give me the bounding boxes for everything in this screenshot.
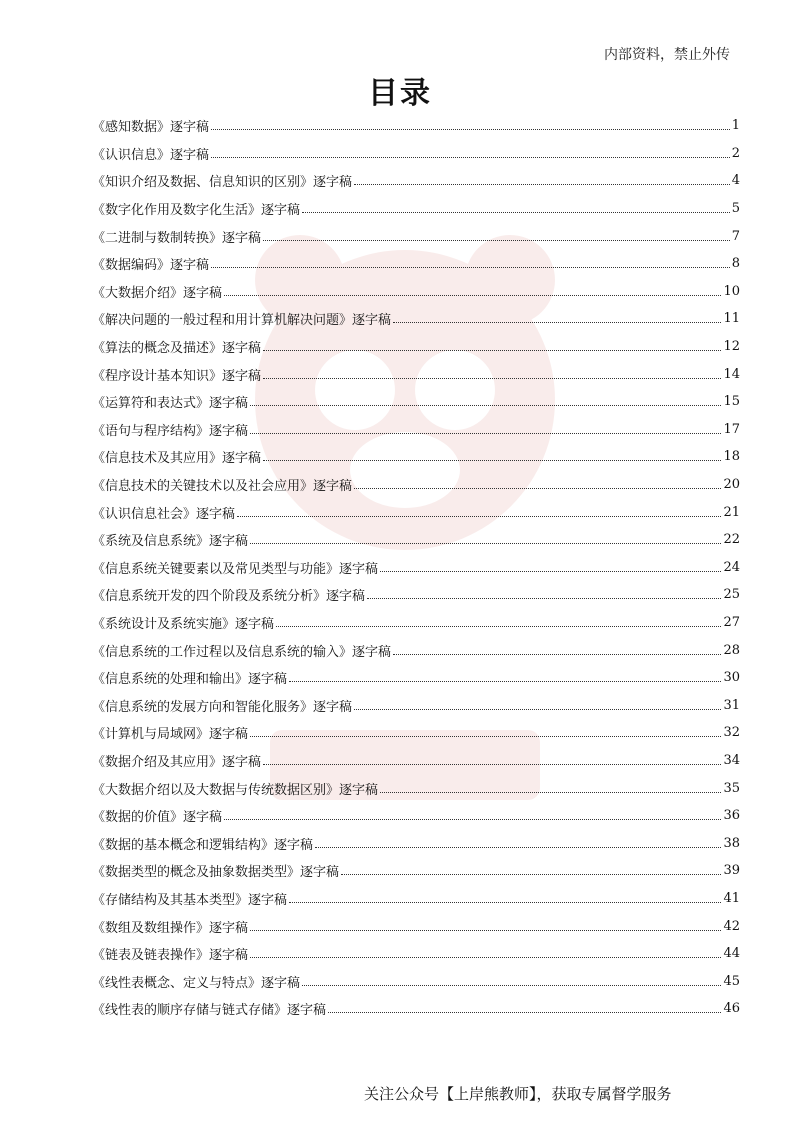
toc-entry[interactable]: [92, 912, 740, 940]
toc-entry-page: 11: [723, 311, 740, 327]
toc-leader-dots: [328, 1012, 721, 1013]
toc-entry-title: 《计算机与局域网》逐字稿: [92, 727, 249, 743]
toc-leader-dots: [367, 598, 721, 599]
toc-entry-page: 20: [723, 477, 740, 493]
toc-entry-title: 《线性表的顺序存储与链式存储》逐字稿: [92, 1003, 327, 1019]
toc-entry[interactable]: [92, 305, 740, 333]
toc-entry-page: 41: [723, 890, 740, 906]
toc-entry-page: 30: [723, 670, 740, 686]
toc-entry[interactable]: [92, 278, 740, 306]
toc-entry-page: 14: [723, 366, 740, 382]
toc-entry-page: 42: [723, 918, 740, 934]
toc-entry[interactable]: [92, 967, 740, 995]
toc-entry-page: 36: [723, 808, 740, 824]
toc-entry[interactable]: [92, 554, 740, 582]
toc-entry-page: 32: [723, 725, 740, 741]
toc-entry[interactable]: [92, 333, 740, 361]
toc-entry-title: 《存储结构及其基本类型》逐字稿: [92, 892, 288, 908]
toc-entry-page: 18: [723, 449, 740, 465]
toc-leader-dots: [276, 626, 721, 627]
toc-entry-page: 21: [723, 504, 740, 520]
toc-entry-title: 《知识介绍及数据、信息知识的区别》逐字稿: [92, 175, 353, 191]
toc-entry-title: 《认识信息社会》逐字稿: [92, 506, 236, 522]
toc-leader-dots: [302, 985, 721, 986]
toc-entry-page: 39: [723, 863, 740, 879]
toc-leader-dots: [302, 212, 730, 213]
toc-leader-dots: [211, 267, 730, 268]
toc-entry-title: 《线性表概念、定义与特点》逐字稿: [92, 975, 301, 991]
toc-entry[interactable]: [92, 443, 740, 471]
toc-entry-title: 《信息系统的处理和输出》逐字稿: [92, 672, 288, 688]
toc-entry-title: 《感知数据》逐字稿: [92, 120, 210, 136]
toc-leader-dots: [263, 764, 721, 765]
toc-entry[interactable]: [92, 360, 740, 388]
toc-entry-title: 《系统及信息系统》逐字稿: [92, 534, 249, 550]
toc-leader-dots: [263, 460, 721, 461]
toc-entry-title: 《程序设计基本知识》逐字稿: [92, 368, 262, 384]
toc-leader-dots: [211, 157, 730, 158]
toc-entry[interactable]: [92, 388, 740, 416]
toc-leader-dots: [224, 819, 721, 820]
toc-entry[interactable]: [92, 416, 740, 444]
toc-entry[interactable]: [92, 222, 740, 250]
toc-entry-title: 《信息系统的工作过程以及信息系统的输入》逐字稿: [92, 644, 392, 660]
toc-entry-page: 45: [723, 973, 740, 989]
toc-leader-dots: [315, 847, 721, 848]
footer-promo-note: 关注公众号【上岸熊教师】，获取专属督学服务: [364, 1085, 672, 1103]
toc-entry[interactable]: [92, 609, 740, 637]
toc-entry[interactable]: [92, 719, 740, 747]
toc-entry[interactable]: [92, 112, 740, 140]
toc-leader-dots: [289, 902, 721, 903]
toc-entry[interactable]: [92, 471, 740, 499]
toc-entry-title: 《二进制与数制转换》逐字稿: [92, 230, 262, 246]
toc-entry-page: 34: [723, 752, 740, 768]
toc-leader-dots: [211, 129, 730, 130]
toc-leader-dots: [263, 378, 721, 379]
toc-entry-page: 17: [723, 421, 740, 437]
toc-entry-page: 35: [723, 780, 740, 796]
toc-entry[interactable]: [92, 498, 740, 526]
toc-leader-dots: [354, 488, 721, 489]
toc-entry[interactable]: [92, 885, 740, 913]
toc-entry-title: 《认识信息》逐字稿: [92, 147, 210, 163]
toc-leader-dots: [354, 184, 730, 185]
toc-entry-page: 12: [723, 339, 740, 355]
confidential-note: 内部资料，禁止外传: [604, 47, 730, 63]
toc-entry[interactable]: [92, 664, 740, 692]
toc-leader-dots: [263, 240, 730, 241]
toc-entry-title: 《链表及链表操作》逐字稿: [92, 948, 249, 964]
toc-leader-dots: [393, 322, 721, 323]
toc-entry-title: 《系统设计及系统实施》逐字稿: [92, 616, 275, 632]
toc-entry[interactable]: [92, 691, 740, 719]
toc-leader-dots: [250, 543, 721, 544]
toc-entry-page: 5: [731, 201, 740, 217]
toc-leader-dots: [393, 654, 721, 655]
toc-entry-page: 15: [723, 394, 740, 410]
toc-entry-page: 28: [723, 642, 740, 658]
toc-entry-page: 25: [723, 587, 740, 603]
toc-entry[interactable]: [92, 140, 740, 168]
toc-leader-dots: [380, 792, 721, 793]
toc-leader-dots: [341, 874, 721, 875]
toc-entry-page: 10: [723, 283, 740, 299]
toc-entry-page: 46: [723, 1001, 740, 1017]
toc-leader-dots: [380, 571, 721, 572]
toc-entry[interactable]: [92, 995, 740, 1023]
toc-entry-title: 《解决问题的一般过程和用计算机解决问题》逐字稿: [92, 313, 392, 329]
toc-leader-dots: [289, 681, 721, 682]
toc-entry-title: 《数据的基本概念和逻辑结构》逐字稿: [92, 837, 314, 853]
toc-entry-title: 《数据编码》逐字稿: [92, 258, 210, 274]
toc-entry[interactable]: [92, 250, 740, 278]
toc-entry-title: 《算法的概念及描述》逐字稿: [92, 341, 262, 357]
toc-entry-title: 《信息系统的发展方向和智能化服务》逐字稿: [92, 699, 353, 715]
toc-entry[interactable]: [92, 857, 740, 885]
toc-entry[interactable]: [92, 636, 740, 664]
toc-entry-title: 《数据类型的概念及抽象数据类型》逐字稿: [92, 865, 340, 881]
toc-entry[interactable]: [92, 829, 740, 857]
toc-leader-dots: [250, 405, 721, 406]
toc-entry[interactable]: [92, 526, 740, 554]
toc-entry[interactable]: [92, 940, 740, 968]
toc-leader-dots: [263, 350, 721, 351]
toc-entry-page: 4: [731, 173, 740, 189]
toc-entry-title: 《信息系统开发的四个阶段及系统分析》逐字稿: [92, 589, 366, 605]
toc-entry-title: 《数据的价值》逐字稿: [92, 810, 223, 826]
toc-entry-page: 1: [731, 118, 740, 134]
toc-entry-page: 31: [723, 697, 740, 713]
toc-entry-page: 7: [731, 228, 740, 244]
toc-entry[interactable]: [92, 167, 740, 195]
toc-entry-title: 《数字化作用及数字化生活》逐字稿: [92, 203, 301, 219]
toc-entry-page: 22: [723, 532, 740, 548]
toc-entry-title: 《运算符和表达式》逐字稿: [92, 396, 249, 412]
toc-leader-dots: [250, 736, 721, 737]
toc-entry[interactable]: [92, 802, 740, 830]
toc-entry[interactable]: [92, 774, 740, 802]
toc-entry-title: 《大数据介绍以及大数据与传统数据区别》逐字稿: [92, 782, 379, 798]
toc-leader-dots: [250, 930, 721, 931]
page-title: 目录: [368, 76, 432, 111]
toc-entry-page: 2: [731, 145, 740, 161]
toc-entry-title: 《信息系统关键要素以及常见类型与功能》逐字稿: [92, 561, 379, 577]
toc-entry-page: 44: [723, 946, 740, 962]
toc-entry-page: 24: [723, 559, 740, 575]
table-of-contents: [92, 112, 740, 1023]
toc-entry-title: 《数据介绍及其应用》逐字稿: [92, 754, 262, 770]
toc-entry-title: 《数组及数组操作》逐字稿: [92, 920, 249, 936]
toc-entry[interactable]: [92, 581, 740, 609]
toc-entry-page: 38: [723, 835, 740, 851]
toc-entry-page: 27: [723, 614, 740, 630]
toc-entry-page: 8: [731, 256, 740, 272]
toc-entry-title: 《信息技术及其应用》逐字稿: [92, 451, 262, 467]
toc-entry-title: 《语句与程序结构》逐字稿: [92, 423, 249, 439]
toc-entry[interactable]: [92, 195, 740, 223]
toc-leader-dots: [250, 433, 721, 434]
toc-leader-dots: [237, 516, 721, 517]
toc-leader-dots: [354, 709, 721, 710]
toc-entry-title: 《信息技术的关键技术以及社会应用》逐字稿: [92, 479, 353, 495]
toc-entry[interactable]: [92, 747, 740, 775]
toc-entry-title: 《大数据介绍》逐字稿: [92, 285, 223, 301]
toc-leader-dots: [250, 957, 721, 958]
toc-leader-dots: [224, 295, 721, 296]
